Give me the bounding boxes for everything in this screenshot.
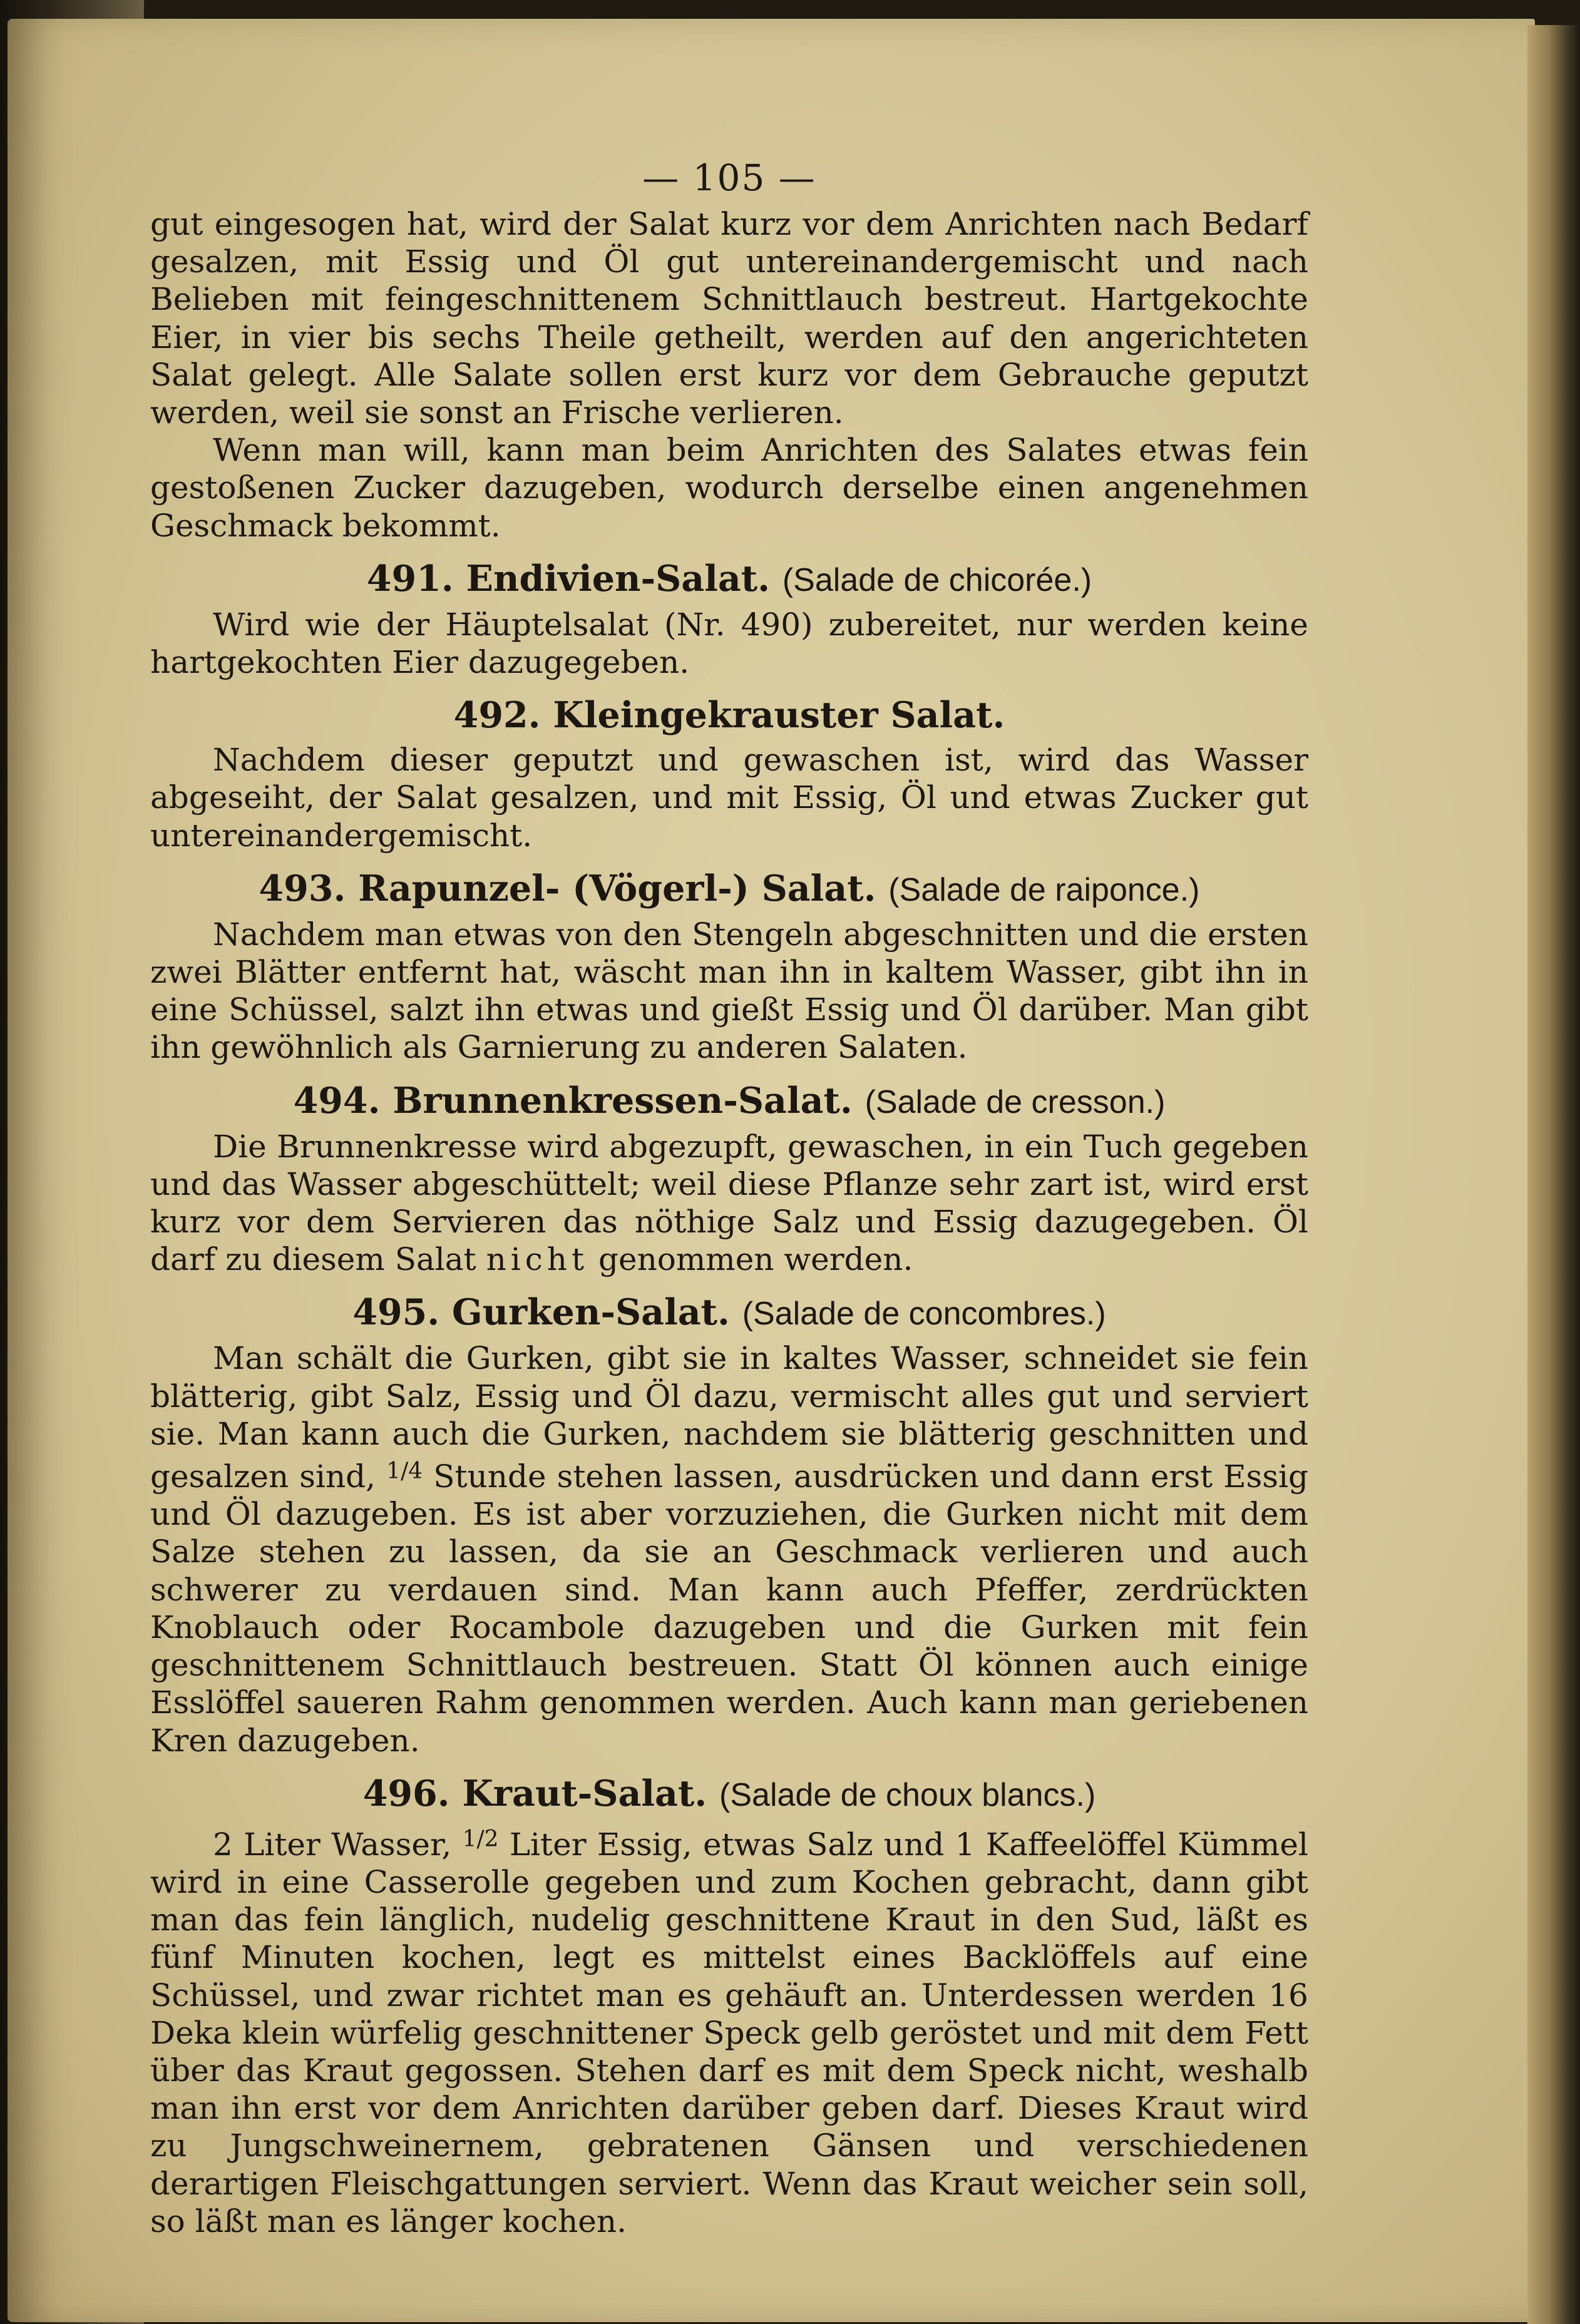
recipe-french-title: (Salade de choux blancs.) [719,1776,1096,1813]
fraction: 1/2 [462,1826,499,1852]
recipe-title: 491. Endivien-Salat. [366,557,770,600]
recipe-title: 496. Kraut-Salat. [362,1772,707,1815]
body-text: Stunde stehen lassen, ausdrücken und dann erst Essig und Öl dazugeben. Es ist aber vorzuziehen, die Gurken nicht mit dem Salze stehen zu lassen, da sie an Geschmack verlieren und auch schwerer zu verdauen sind. Man kann auch Pfeffer, zerdrückten Knoblauch oder Rocambole dazugeben und die Gurken mit fein geschnittenem Schnittlauch bestreuen. Statt Öl können auch einige Esslöffel saueren Rahm genommen werden. Auch kann man geriebenen Kren dazugeben. [150,1458,1308,1759]
intro-paragraph: gut eingesogen hat, wird der Salat kurz vor dem Anrichten nach Bedarf gesalzen, mit Essig und Öl gut untereinandergemischt und nach Belieben mit feingeschnittenem Schnittlauch bestreut. Hartgekochte Eier, in vier bis sechs Theile getheilt, werden auf den angerichteten Salat gelegt. Alle Salate sollen erst kurz vor dem Gebrauche geputzt werden, weil sie sonst an Frische verlieren. [150,206,1308,431]
page-edge-shadow [1527,25,1580,2324]
recipe-heading-491 [150,558,1308,601]
recipe-french-title: (Salade de concombres.) [742,1296,1106,1333]
recipe-french-title: (Salade de raiponce.) [888,871,1200,908]
body-text: Man schält die Gurken, gibt sie in kaltes Wasser, schneidet sie fein blätterig, gibt Salz, Essig und Öl dazu, vermischt alles gut und serviert sie. Man kann auch die Gurken, nachdem sie blätterig geschnitten und gesalzen sind, [150,1340,1308,1495]
body-text: genommen werden. [598,1241,913,1278]
recipe-heading-493 [150,868,1308,911]
recipe-heading-494 [150,1080,1308,1123]
body-text: Liter Essig, etwas Salz und 1 Kaffeelöffel Kümmel wird in eine Casserolle gegeben und zum Kochen gebracht, dann gibt man das fein länglich, nudelig geschnittene Kraut in den Sud, läßt es fünf Minuten kochen, legt es mittelst eines Backlöffels auf eine Schüssel, und zwar richtet man es gehäuft an. Unterdessen werden 16 Deka klein würfelig geschnittener Speck gelb geröstet und mit dem Fett über das Kraut gegossen. Stehen darf es mit dem Speck nicht, weshalb man ihn erst vor dem Anrichten darüber geben darf. Dieses Kraut wird zu Jungschweinernem, gebratenen Gänsen und verschiedenen derartigen Fleischgattungen serviert. Wenn das Kraut weicher sein soll, so läßt man es länger kochen. [150,1826,1308,2240]
recipe-body-492: Nachdem dieser geputzt und gewaschen ist, wird das Wasser abgeseiht, der Salat gesalzen, und mit Essig, Öl und etwas Zucker gut untereinandergemischt. [150,742,1308,854]
recipe-heading-496 [150,1773,1308,1816]
recipe-title: 495. Gurken-Salat. [352,1291,730,1334]
recipe-body-491: Wird wie der Häuptelsalat (Nr. 490) zubereitet, nur werden keine hartgekochten Eier dazugegeben. [150,606,1308,681]
recipe-heading-492 [150,695,1308,736]
recipe-body-493: Nachdem man etwas von den Stengeln abgeschnitten und die ersten zwei Blätter entfernt hat, wäscht man ihn in kaltem Wasser, gibt ihn in eine Schüssel, salzt ihn etwas und gießt Essig und Öl darüber. Man gibt ihn gewöhnlich als Garnierung zu anderen Salaten. [150,916,1308,1066]
body-text: 2 Liter Wasser, [213,1826,452,1863]
recipe-body-496 [150,1821,1308,2240]
recipe-title: 493. Rapunzel- (Vögerl-) Salat. [259,867,876,909]
text-block [150,155,1308,2240]
recipe-french-title: (Salade de cresson.) [864,1083,1166,1120]
recipe-body-494 [150,1128,1308,1279]
page-number: — 105 — [642,156,816,199]
recipe-heading-495 [150,1292,1308,1334]
body-text: Die Brunnenkresse wird abgezupft, gewaschen, in ein Tuch gegeben und das Wasser abgeschüttelt; weil diese Pflanze sehr zart ist, wird erst kurz vor dem Servieren das nöthige Salz und Essig dazugegeben. Öl darf zu diesem Salat [150,1128,1308,1278]
recipe-french-title: (Salade de chicorée.) [782,561,1092,598]
recipe-title: 494. Brunnenkressen-Salat. [293,1079,853,1122]
recipe-body-495 [150,1339,1308,1759]
fraction: 1/4 [386,1458,423,1485]
emphasis-text: nicht [486,1241,589,1278]
recipe-title: 492. Kleingekrauster Salat. [453,694,1005,737]
intro-paragraph-2: Wenn man will, kann man beim Anrichten des Salates etwas fein gestoßenen Zucker dazugeben, wodurch derselbe einen angenehmen Geschmack bekommt. [150,432,1308,544]
